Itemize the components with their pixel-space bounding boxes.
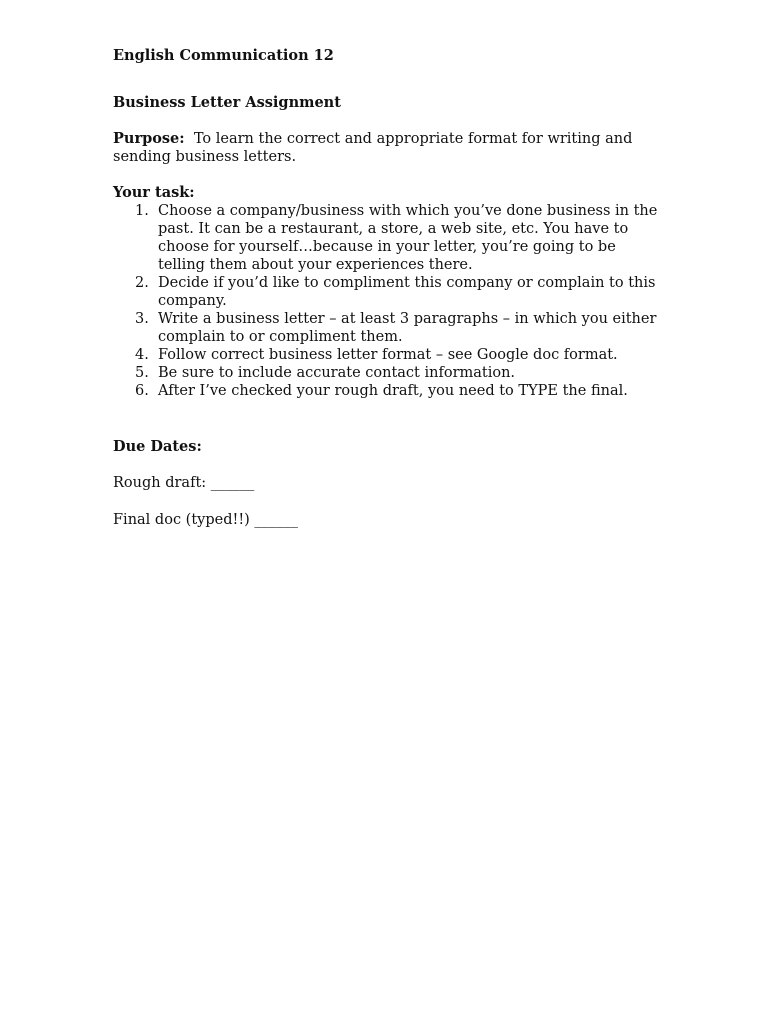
task-item-text: Be sure to include accurate contact information. <box>158 365 516 381</box>
task-item <box>113 364 658 382</box>
task-item-text: Write a business letter – at least 3 paragraphs – in which you either complain to or compliment them. <box>158 311 657 345</box>
task-item <box>113 382 658 400</box>
document-page <box>113 47 673 528</box>
task-item-number: 4. <box>135 347 149 363</box>
task-item-text: Choose a company/business with which you’ve done business in the past. It can be a restaurant, a store, a web site, etc. You have to choose for yourself…because in your letter, you’re going to be telling them about your experiences there. <box>158 203 658 273</box>
rough-draft-line: Rough draft: ______ <box>113 475 255 491</box>
purpose-text: To learn the correct and appropriate format for writing and sending business letters. <box>113 131 633 165</box>
task-item-number: 6. <box>135 383 149 399</box>
task-item-text: Follow correct business letter format – see Google doc format. <box>158 347 618 363</box>
task-heading: Your task: <box>113 184 195 201</box>
task-item-text: Decide if you’d like to compliment this company or complain to this company. <box>158 275 656 309</box>
task-item <box>113 202 658 274</box>
purpose-label: Purpose: <box>113 130 185 147</box>
task-item <box>113 310 658 346</box>
due-dates-heading: Due Dates: <box>113 438 202 455</box>
task-item-number: 1. <box>135 203 149 219</box>
task-item-number: 3. <box>135 311 149 327</box>
task-list <box>113 202 658 400</box>
task-item-number: 5. <box>135 365 149 381</box>
task-item <box>113 346 658 364</box>
task-item <box>113 274 658 310</box>
final-doc-line: Final doc (typed!!) ______ <box>113 512 298 528</box>
course-title: English Communication 12 <box>113 47 334 64</box>
purpose-paragraph <box>113 130 673 166</box>
assignment-title: Business Letter Assignment <box>113 94 341 111</box>
task-item-number: 2. <box>135 275 149 291</box>
task-item-text: After I’ve checked your rough draft, you need to TYPE the final. <box>158 383 628 399</box>
